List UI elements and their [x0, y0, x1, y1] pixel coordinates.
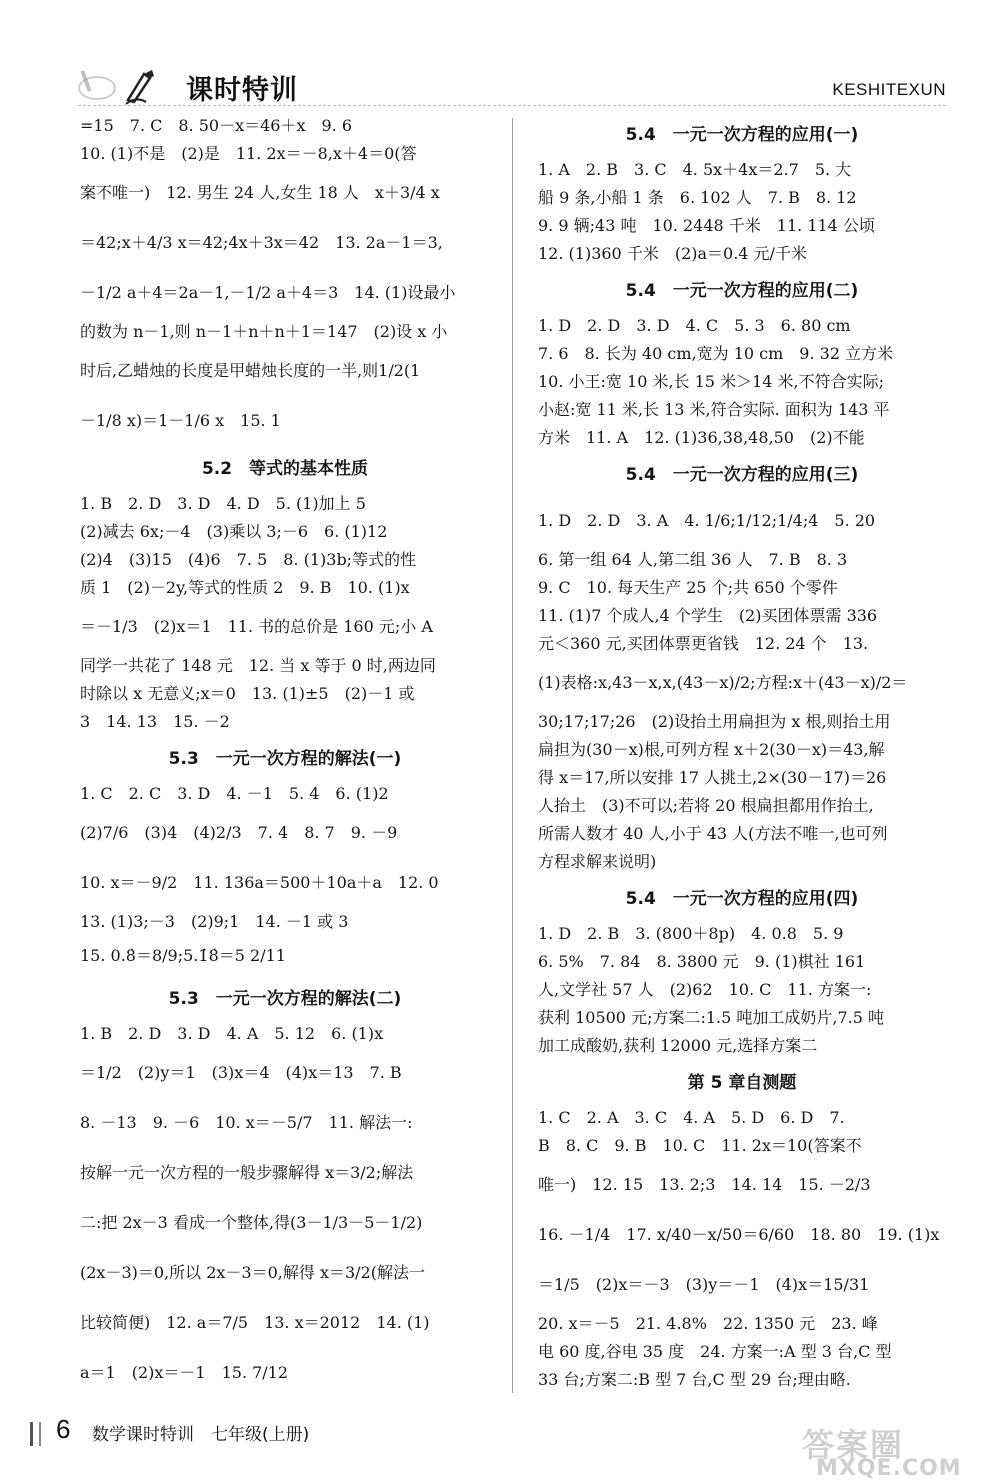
section-title: 5.4 一元一次方程的应用(四): [625, 889, 859, 909]
answer-line: 16. －1/4 17. x/40－x/50＝6/60 18. 80 19. (1)x: [538, 1225, 940, 1244]
answer-line: 1. D 2. D 3. D 4. C 5. 3 6. 80 cm: [538, 316, 851, 335]
footer-mark: [30, 1422, 41, 1446]
answer-line: 10. 小王:宽 10 米,长 15 米＞14 米,不符合实际;: [538, 372, 884, 391]
answer-line: 1. B 2. D 3. D 4. A 5. 12 6. (1)x: [80, 1024, 384, 1043]
section-title: 5.4 一元一次方程的应用(一): [625, 125, 859, 145]
watermark-text: 答案圈: [802, 1426, 905, 1464]
answer-line: 获利 10500 元;方案二:1.5 吨加工成奶片,7.5 吨: [538, 1008, 885, 1027]
answer-line: 的数为 n－1,则 n－1＋n＋n＋1＝147 (2)设 x 小: [80, 322, 448, 341]
section-title: 5.2 等式的基本性质: [201, 459, 369, 479]
logo-mark-icon: [78, 68, 118, 102]
answer-line: 3 14. 13 15. －2: [80, 712, 230, 731]
column-divider: [512, 118, 513, 1393]
answer-line: (2x－3)＝0,所以 2x－3＝0,解得 x＝3/2(解法一: [80, 1263, 425, 1282]
right-answer-column: [538, 112, 946, 1394]
answer-line: (2)4 (3)15 (4)6 7. 5 8. (1)3b;等式的性: [80, 550, 417, 569]
page-number: 6: [56, 1414, 71, 1444]
answer-line: 方程求解来说明): [538, 852, 657, 871]
answer-line: 9. C 10. 每天生产 25 个;共 650 个零件: [538, 578, 838, 597]
section-title: 5.4 一元一次方程的应用(二): [625, 281, 859, 301]
answer-line: 唯一) 12. 15 13. 2;3 14. 14 15. －2/3: [538, 1175, 871, 1194]
running-head: KESHITEXUN: [832, 80, 946, 99]
answer-line: 10. (1)不是 (2)是 11. 2x＝－8,x＋4＝0(答: [80, 144, 417, 163]
answer-line: B 8. C 9. B 10. C 11. 2x＝10(答案不: [538, 1136, 862, 1155]
answer-line: 人,文学社 57 人 (2)62 10. C 11. 方案一:: [538, 980, 872, 999]
page-header: [0, 0, 1000, 110]
answer-line: 15. 0.8̇＝8/9;5.1̇8̇＝5 2/11: [80, 946, 286, 965]
answer-line: 1. C 2. C 3. D 4. －1 5. 4 6. (1)2: [80, 784, 389, 803]
answer-line: 1. B 2. D 3. D 4. D 5. (1)加上 5: [80, 494, 366, 513]
answer-line: 质 1 (2)－2y,等式的性质 2 9. B 10. (1)x: [80, 578, 410, 597]
answer-line: 比较简便) 12. a＝7/5 13. x＝2012 14. (1): [80, 1313, 430, 1332]
answer-line: 案不唯一) 12. 男生 24 人,女生 18 人 x＋3/4 x: [80, 183, 440, 202]
answer-line: 加工成酸奶,获利 12000 元,选择方案二: [538, 1036, 818, 1055]
answer-line: 13. (1)3;－3 (2)9;1 14. －1 或 3: [80, 912, 349, 931]
answer-section: [538, 1070, 946, 1394]
answer-line: 1. D 2. B 3. (800＋8p) 4. 0.8 5. 9: [538, 924, 844, 943]
answer-section: [538, 462, 946, 876]
answer-line: 按解一元一次方程的一般步骤解得 x＝3/2;解法: [80, 1163, 414, 1182]
answer-line: 6. 第一组 64 人,第二组 36 人 7. B 8. 3: [538, 550, 848, 569]
book-title: 数学课时特训 七年级(上册): [92, 1425, 310, 1445]
answer-line: 得 x＝17,所以安排 17 人挑土,2×(30－17)＝26: [538, 768, 887, 787]
answer-line: ＝－1/3 (2)x＝1 11. 书的总价是 160 元;小 A: [80, 617, 433, 636]
answer-line: 时除以 x 无意义;x＝0 13. (1)±5 (2)－1 或: [80, 684, 415, 703]
answer-line: ＝1/2 (2)y＝1 (3)x＝4 (4)x＝13 7. B: [80, 1063, 402, 1082]
answer-line: (2)7/6 (3)4 (4)2/3 7. 4 8. 7 9. －9: [80, 823, 398, 842]
answer-section: [80, 456, 490, 736]
answer-line: 20. x＝－5 21. 4.8% 22. 1350 元 23. 峰: [538, 1314, 878, 1333]
brand-name: 课时特训: [186, 75, 298, 106]
answer-line: (2)减去 6x;－4 (3)乘以 3;－6 6. (1)12: [80, 522, 388, 541]
answer-line: －1/2 a＋4＝2a－1,－1/2 a＋4＝3 14. (1)设最小: [80, 283, 456, 302]
answer-section: [538, 122, 946, 268]
answer-line: 8. －13 9. －6 10. x＝－5/7 11. 解法一:: [80, 1113, 413, 1132]
answer-line: 1. D 2. D 3. A 4. 1/6;1/12;1/4;4 5. 20: [538, 511, 876, 530]
answer-line: 二:把 2x－3 看成一个整体,得(3－1/3－5－1/2): [80, 1213, 423, 1232]
left-answer-column: [80, 112, 490, 1398]
answer-line: 1. A 2. B 3. C 4. 5x＋4x＝2.7 5. 大: [538, 160, 852, 179]
header-rule: [78, 105, 946, 106]
answer-line: 船 9 条,小船 1 条 6. 102 人 7. B 8. 12: [538, 188, 857, 207]
answer-line: 同学一共花了 148 元 12. 当 x 等于 0 时,两边同: [80, 656, 436, 675]
answer-line: 6. 5% 7. 84 8. 3800 元 9. (1)棋社 161: [538, 952, 866, 971]
answer-line: 30;17;17;26 (2)设抬土用扁担为 x 根,则抬土用: [538, 712, 891, 731]
answer-line: 所需人数才 40 人,小于 43 人(方法不唯一,也可列: [538, 824, 888, 843]
answer-line: 时后,乙蜡烛的长度是甲蜡烛长度的一半,则1/2(1: [80, 361, 421, 380]
answer-line: 7. 6 8. 长为 40 cm,宽为 10 cm 9. 32 立方米: [538, 344, 894, 363]
answer-section: [80, 112, 490, 446]
answer-line: 扁担为(30－x)根,可列方程 x＋2(30－x)＝43,解: [538, 740, 885, 759]
answer-line: ＝42;x＋4/3 x＝42;4x＋3x＝42 13. 2a－1＝3,: [80, 233, 443, 252]
answer-line: 方米 11. A 12. (1)36,38,48,50 (2)不能: [538, 428, 865, 447]
answer-line: a＝1 (2)x＝－1 15. 7/12: [80, 1363, 289, 1382]
answer-line: ＝1/5 (2)x＝－3 (3)y＝－1 (4)x＝15/31: [538, 1275, 870, 1294]
answer-section: [538, 886, 946, 1060]
answer-section: [80, 986, 490, 1398]
answer-section: [538, 278, 946, 452]
answer-line: 元＜360 元,买团体票更省钱 12. 24 个 13.: [538, 634, 869, 653]
answer-line: 人抬土 (3)不可以;若将 20 根扁担都用作抬土,: [538, 796, 874, 815]
answer-line: 10. x＝－9/2 11. 136a＝500＋10a＋a 12. 0: [80, 873, 439, 892]
page-footer: [0, 1400, 1000, 1482]
answer-line: 33 台;方案二:B 型 7 台,C 型 29 台;理由略.: [538, 1370, 851, 1389]
watermark: [802, 1420, 982, 1482]
answer-line: =15 7. C 8. 50－x＝46＋x 9. 6: [80, 116, 353, 135]
pen-icon: [122, 66, 162, 106]
answer-line: 小赵:宽 11 米,长 13 米,符合实际. 面积为 143 平: [538, 400, 890, 419]
section-title: 5.3 一元一次方程的解法(一): [168, 749, 402, 769]
answer-line: (1)表格:x,43－x,x,(43－x)/2;方程:x＋(43－x)/2＝: [538, 673, 908, 692]
answer-line: －1/8 x)＝1－1/6 x 15. 1: [80, 411, 281, 430]
answer-line: 12. (1)360 千米 (2)a＝0.4 元/千米: [538, 244, 807, 263]
brand-logo: [78, 64, 308, 110]
answer-line: 9. 9 辆;43 吨 10. 2448 千米 11. 114 公顷: [538, 216, 875, 235]
section-title: 5.3 一元一次方程的解法(二): [168, 989, 402, 1009]
section-title: 5.4 一元一次方程的应用(三): [625, 465, 859, 485]
answer-section: [80, 746, 490, 976]
section-title: 第 5 章自测题: [687, 1073, 797, 1093]
answer-line: 电 60 度,谷电 35 度 24. 方案一:A 型 3 台,C 型: [538, 1342, 892, 1361]
answer-line: 1. C 2. A 3. C 4. A 5. D 6. D 7.: [538, 1108, 845, 1127]
watermark-url: MXQE.COM: [816, 1456, 962, 1481]
answer-line: 11. (1)7 个成人,4 个学生 (2)买团体票需 336: [538, 606, 878, 625]
